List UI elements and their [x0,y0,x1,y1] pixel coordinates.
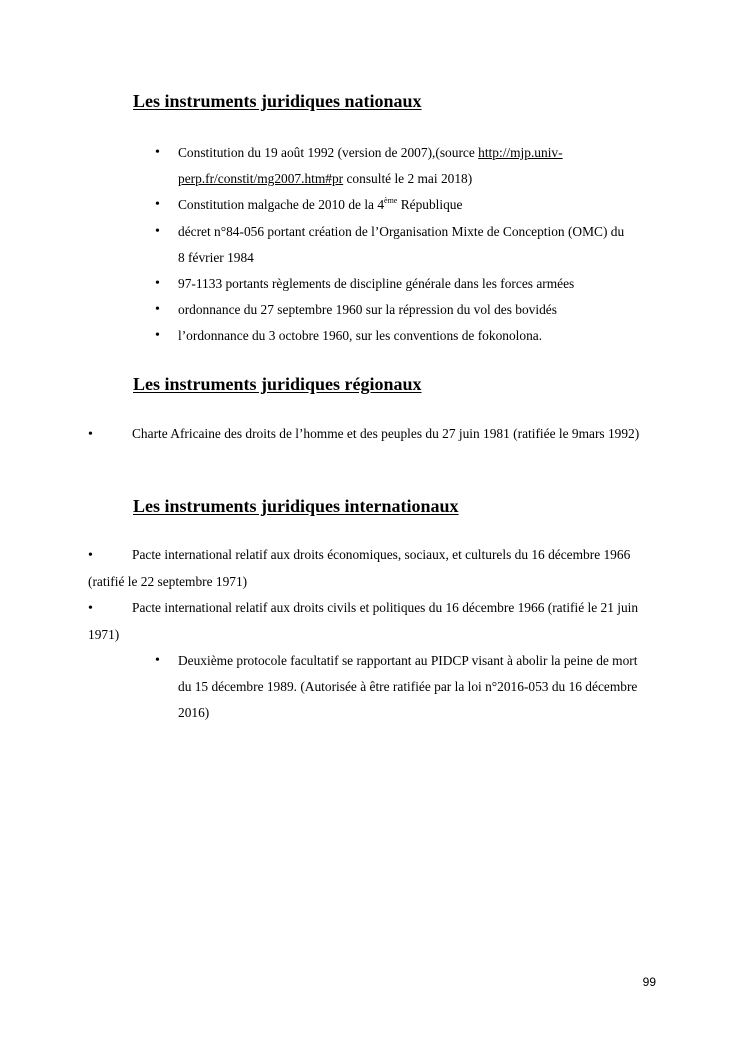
list-item: • Constitution du 19 août 1992 (version de 2007),(source http://mjp.univ-perp.fr/constit/mg2007.htm#pr consulté le 2 mai 2018) [155,140,625,192]
list-item: • Constitution malgache de 2010 de la 4ème République [155,192,625,218]
heading-regional-instruments: Les instruments juridiques régionaux [133,374,422,394]
heading-national-instruments: Les instruments juridiques nationaux [133,91,422,111]
list-item: • Deuxième protocole facultatif se rapportant au PIDCP visant à abolir la peine de mort du 15 décembre 1989. (Autorisée à être ratifiée par la loi n°2016-053 du 16 décembre 2016) [155,648,647,727]
regional-item: • Charte Africaine des droits de l’homme et des peuples du 27 juin 1981 (ratifiée le 9mars 1992) [88,421,658,448]
international-item: • Pacte international relatif aux droits civils et politiques du 16 décembre 1966 (ratifié le 21 juin 1971) [88,595,658,648]
list-item: • 97-1133 portants règlements de discipline générale dans les forces armées [155,271,625,297]
list-item: • décret n°84-056 portant création de l’Organisation Mixte de Conception (OMC) du 8 février 1984 [155,219,625,271]
bullet-icon: • [88,548,93,563]
list-item: • ordonnance du 27 septembre 1960 sur la répression du vol des bovidés [155,297,625,323]
protocol-sub-list [155,648,647,727]
bullet-icon: • [88,601,93,616]
bullet-icon: • [88,427,93,442]
international-item: • Pacte international relatif aux droits économiques, sociaux, et culturels du 16 décembre 1966 (ratifié le 22 septembre 1971) [88,542,658,595]
source-link[interactable]: http://mjp.univ-perp.fr/constit/mg2007.htm#pr [178,145,563,187]
national-instruments-list [155,140,625,350]
list-item: • l’ordonnance du 3 octobre 1960, sur les conventions de fokonolona. [155,323,625,349]
heading-international-instruments: Les instruments juridiques internationaux [133,496,459,516]
page-number: 99 [642,975,656,989]
